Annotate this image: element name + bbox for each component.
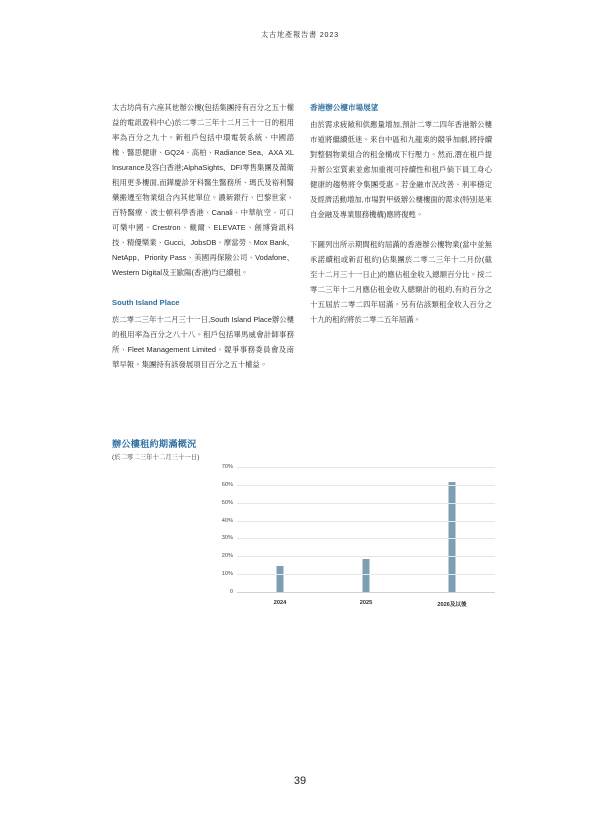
chart-grid [221, 464, 495, 608]
left-text-column [112, 100, 294, 372]
chart-y-tick-label: 30% [221, 535, 233, 542]
chart-y-tick-label: 40% [221, 517, 233, 524]
chart-y-tick-label: 60% [221, 481, 233, 488]
chart-gridline [221, 499, 495, 506]
chart-y-tick-label: 50% [221, 499, 233, 506]
hk-office-outlook-subheading: 香港辦公樓市場展望 [310, 103, 379, 112]
chart-gridline [229, 589, 495, 595]
right-paragraph-1: 由於需求疲敞和供應量增加,預計二零二四年香港辦公樓市道將繼續低迷。來自中區和九龍東的競爭加劇,將持續對整個物業組合的租金構成下行壓力。然而,潛在租戶提升辦公室質素並愈加重視可持續性和租戶倘下員工身心健康的趨勢將令集團受惠。若金融市況改善、利率穩定及經濟活動增加,市場對甲級辦公樓樓面的需求(特別是來自金融及專業服務機構)應將復甦。 [310, 120, 492, 219]
chart-gridline [221, 481, 495, 488]
chart-plot-area [215, 458, 502, 618]
office-lease-expiry-chart [112, 438, 502, 608]
right-text-column [310, 100, 492, 327]
running-header: 太古地產報告書 2023 [261, 30, 339, 39]
chart-x-tick-label: 2025 [359, 600, 373, 606]
chart-gridline [221, 535, 495, 542]
chart-title: 辦公樓租約期滿概況 [112, 439, 197, 449]
chart-y-tick-label: 20% [221, 553, 233, 560]
chart-y-tick-label: 70% [221, 464, 233, 470]
chart-gridline [221, 464, 495, 470]
chart-bar [363, 559, 370, 593]
chart-y-tick-label: 0 [229, 589, 233, 595]
chart-y-tick-label: 10% [221, 571, 233, 578]
chart-subtitle: (於二零二三年十二月三十一日) [112, 454, 200, 461]
chart-gridline [221, 571, 495, 578]
chart-gridline [221, 517, 495, 524]
chart-gridline [221, 553, 495, 560]
left-paragraph-2: 於二零二三年十二月三十一日,South Island Place辦公樓的租用率為百分之八十八。租戶包括畢馬威會計師事務所、Fleet Management Limited、競爭事務委員會及南華早報。集團持有該發展項目百分之五十權益。 [112, 315, 294, 369]
left-paragraph-1: 太古坊尚有六座其他辦公樓(包括集團持有百分之五十權益的電訊盈科中心)於二零二三年十二月三十一日的租用率為百分之九十。新租戶包括中環電裝系統、中國諮橡、醫思健康、GQ24、高柏、Radiance Sea、AXA XL Insurance及容白香港;AlphaSights、DFI零售集團及萳衛租用更多樓面,而鏵慶診牙科醫生醫務所、瑪氏及裕利醫藥搬遷至物業組合內其他單位。濃新銀行、巴黎世家、百特醫療、波士頓科學香港、Canali、中華航空、可口可樂中國、Crestron、戴爾、ELEVATE、創博資訊科技、精優樂業、Gucci、JobsDB、摩當勞、Mox Bank、NetApp、Priority Pass、美國再保險公司、Vodafone、Western Digital及王歐陽(香港)均已續租。 [112, 103, 294, 277]
page-number: 39 [293, 775, 307, 787]
chart-bar [277, 566, 284, 593]
chart-x-tick-label: 2024 [273, 600, 287, 606]
south-island-place-subheading: South Island Place [112, 298, 180, 307]
chart-x-tick-label: 2026及以後 [437, 602, 467, 608]
right-paragraph-2: 下圖列出所示期間租約屆滿的香港辦公樓物業(當中並無承諾續租或新訂租約)佔集團於二零二三年十二月份(截至十二月三十一日止)的應佔租金收入總額百分比。按二零二三年十二月應佔租金收入總額計的租約,有約百分之十五屆於二零二四年屆滿。另有佔該類租金收入百分之十九的租約將於二零二五年屆滿。 [310, 240, 492, 324]
